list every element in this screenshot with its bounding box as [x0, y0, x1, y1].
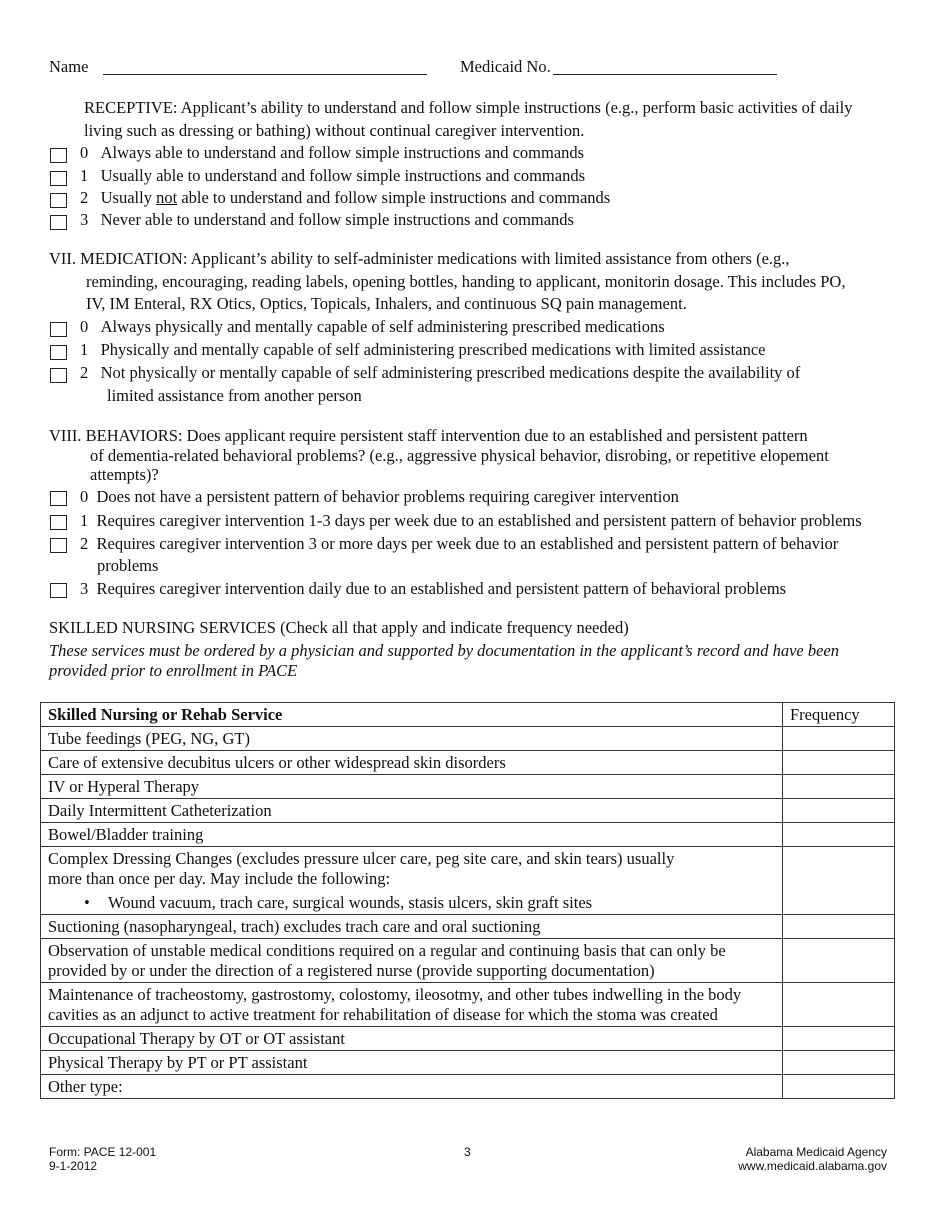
receptive-intro: RECEPTIVE: Applicant’s ability to understand and follow simple instructions (e.g., perform basic activities of daily [84, 98, 853, 117]
medication-option-2-cont: limited assistance from another person [107, 386, 362, 405]
service-cell: Tube feedings (PEG, NG, GT) [41, 727, 783, 751]
medication-option-2: 2 Not physically or mentally capable of self administering prescribed medications despite the availability of [80, 363, 801, 382]
service-cell: IV or Hyperal Therapy [41, 775, 783, 799]
receptive-0-checkbox[interactable] [50, 148, 67, 163]
receptive-option-1: 1 Usually able to understand and follow simple instructions and commands [80, 166, 585, 185]
behaviors-option-1: 1 Requires caregiver intervention 1-3 days per week due to an established and persistent pattern of behavior problems [80, 511, 862, 530]
frequency-cell[interactable] [783, 1051, 895, 1075]
table-row [41, 939, 895, 983]
medication-1-checkbox[interactable] [50, 345, 67, 360]
name-label: Name [49, 57, 89, 76]
medication-intro-cont: reminding, encouraging, reading labels, opening bottles, handing to applicant, monitorin dosage. This includes PO, [86, 272, 846, 291]
table-row [41, 727, 895, 751]
skilled-note-cont: provided prior to enrollment in PACE [49, 661, 298, 680]
name-field[interactable] [103, 74, 427, 75]
behaviors-0-checkbox[interactable] [50, 491, 67, 506]
service-cell: Occupational Therapy by OT or OT assistant [41, 1027, 783, 1051]
skilled-note: These services must be ordered by a physician and supported by documentation in the applicant’s record and have been [49, 641, 840, 660]
receptive-option-3: 3 Never able to understand and follow simple instructions and commands [80, 210, 574, 229]
service-cell [41, 939, 783, 983]
service-line: provided by or under the direction of a registered nurse (provide supporting documentation) [48, 961, 655, 980]
medication-option-1: 1 Physically and mentally capable of self administering prescribed medications with limited assistance [80, 340, 766, 359]
frequency-cell[interactable] [783, 983, 895, 1027]
frequency-cell[interactable] [783, 823, 895, 847]
behaviors-1-checkbox[interactable] [50, 515, 67, 530]
service-cell: Physical Therapy by PT or PT assistant [41, 1051, 783, 1075]
behaviors-intro: VIII. BEHAVIORS: Does applicant require persistent staff intervention due to an established and persistent pattern [49, 426, 808, 445]
receptive-intro-cont: living such as dressing or bathing) without continual caregiver intervention. [84, 121, 585, 140]
behaviors-option-2-cont: problems [97, 556, 159, 575]
behaviors-option-0: 0 Does not have a persistent pattern of behavior problems requiring caregiver intervention [80, 487, 679, 506]
service-cell: Care of extensive decubitus ulcers or other widespread skin disorders [41, 751, 783, 775]
col-service-header: Skilled Nursing or Rehab Service [41, 703, 783, 727]
service-cell [41, 847, 783, 915]
footer-url[interactable]: www.medicaid.alabama.gov [738, 1159, 887, 1173]
medication-2-checkbox[interactable] [50, 368, 67, 383]
medication-intro-cont-2: IV, IM Enteral, RX Otics, Optics, Topicals, Inhalers, and continuous SQ pain management. [86, 294, 687, 313]
footer-agency: Alabama Medicaid Agency [745, 1145, 887, 1159]
receptive-1-checkbox[interactable] [50, 171, 67, 186]
frequency-cell[interactable] [783, 915, 895, 939]
receptive-2-checkbox[interactable] [50, 193, 67, 208]
col-frequency-header: Frequency [783, 703, 895, 727]
page-number: 3 [464, 1145, 471, 1159]
table-row [41, 775, 895, 799]
table-row [41, 1075, 895, 1099]
skilled-services-table [40, 702, 895, 1099]
service-cell [41, 983, 783, 1027]
service-line: cavities as an adjunct to active treatment for rehabilitation of disease for which the stoma was created [48, 1005, 718, 1024]
table-row [41, 983, 895, 1027]
table-row [41, 1051, 895, 1075]
medication-intro: VII. MEDICATION: Applicant’s ability to self-administer medications with limited assistance from others (e.g., [49, 249, 790, 268]
frequency-cell[interactable] [783, 775, 895, 799]
receptive-3-checkbox[interactable] [50, 215, 67, 230]
frequency-cell[interactable] [783, 727, 895, 751]
medicaid-number-field[interactable] [553, 74, 777, 75]
table-row [41, 1027, 895, 1051]
service-cell: Suctioning (nasopharyngeal, trach) excludes trach care and oral suctioning [41, 915, 783, 939]
medicaid-number-label: Medicaid No. [460, 57, 551, 76]
frequency-cell[interactable] [783, 847, 895, 915]
service-cell: Daily Intermittent Catheterization [41, 799, 783, 823]
table-row [41, 823, 895, 847]
table-row [41, 847, 895, 915]
frequency-cell[interactable] [783, 1075, 895, 1099]
behaviors-intro-cont: of dementia-related behavioral problems? (e.g., aggressive physical behavior, disrobing, or repetitive elopement [90, 446, 829, 465]
frequency-cell[interactable] [783, 1027, 895, 1051]
service-line: Complex Dressing Changes (excludes pressure ulcer care, peg site care, and skin tears) usually [48, 849, 675, 868]
footer-form-number: Form: PACE 12-001 [49, 1145, 157, 1159]
skilled-heading: SKILLED NURSING SERVICES (Check all that apply and indicate frequency needed) [49, 618, 629, 637]
frequency-cell[interactable] [783, 751, 895, 775]
receptive-option-2: 2 Usually not able to understand and follow simple instructions and commands [80, 188, 611, 207]
medication-option-0: 0 Always physically and mentally capable of self administering prescribed medications [80, 317, 665, 336]
service-line: more than once per day. May include the following: [48, 869, 391, 888]
footer-form-date: 9-1-2012 [49, 1159, 98, 1173]
frequency-cell[interactable] [783, 939, 895, 983]
medication-0-checkbox[interactable] [50, 322, 67, 337]
receptive-option-0: 0 Always able to understand and follow simple instructions and commands [80, 143, 585, 162]
behaviors-2-checkbox[interactable] [50, 538, 67, 553]
service-line: Maintenance of tracheostomy, gastrostomy, colostomy, ileosotmy, and other tubes indwelling in the body [48, 985, 742, 1004]
frequency-cell[interactable] [783, 799, 895, 823]
behaviors-option-3: 3 Requires caregiver intervention daily due to an established and persistent pattern of behavioral problems [80, 579, 787, 598]
behaviors-intro-cont-2: attempts)? [90, 465, 159, 484]
table-row [41, 751, 895, 775]
behaviors-3-checkbox[interactable] [50, 583, 67, 598]
table-row [41, 799, 895, 823]
service-bullet: • Wound vacuum, trach care, surgical wounds, stasis ulcers, skin graft sites [48, 893, 776, 913]
behaviors-option-2: 2 Requires caregiver intervention 3 or more days per week due to an established and persistent pattern of behavior [80, 534, 839, 553]
table-header-row [41, 703, 895, 727]
service-cell: Bowel/Bladder training [41, 823, 783, 847]
service-cell: Other type: [41, 1075, 783, 1099]
service-line: Observation of unstable medical conditions required on a regular and continuing basis that can only be [48, 941, 726, 960]
table-row [41, 915, 895, 939]
